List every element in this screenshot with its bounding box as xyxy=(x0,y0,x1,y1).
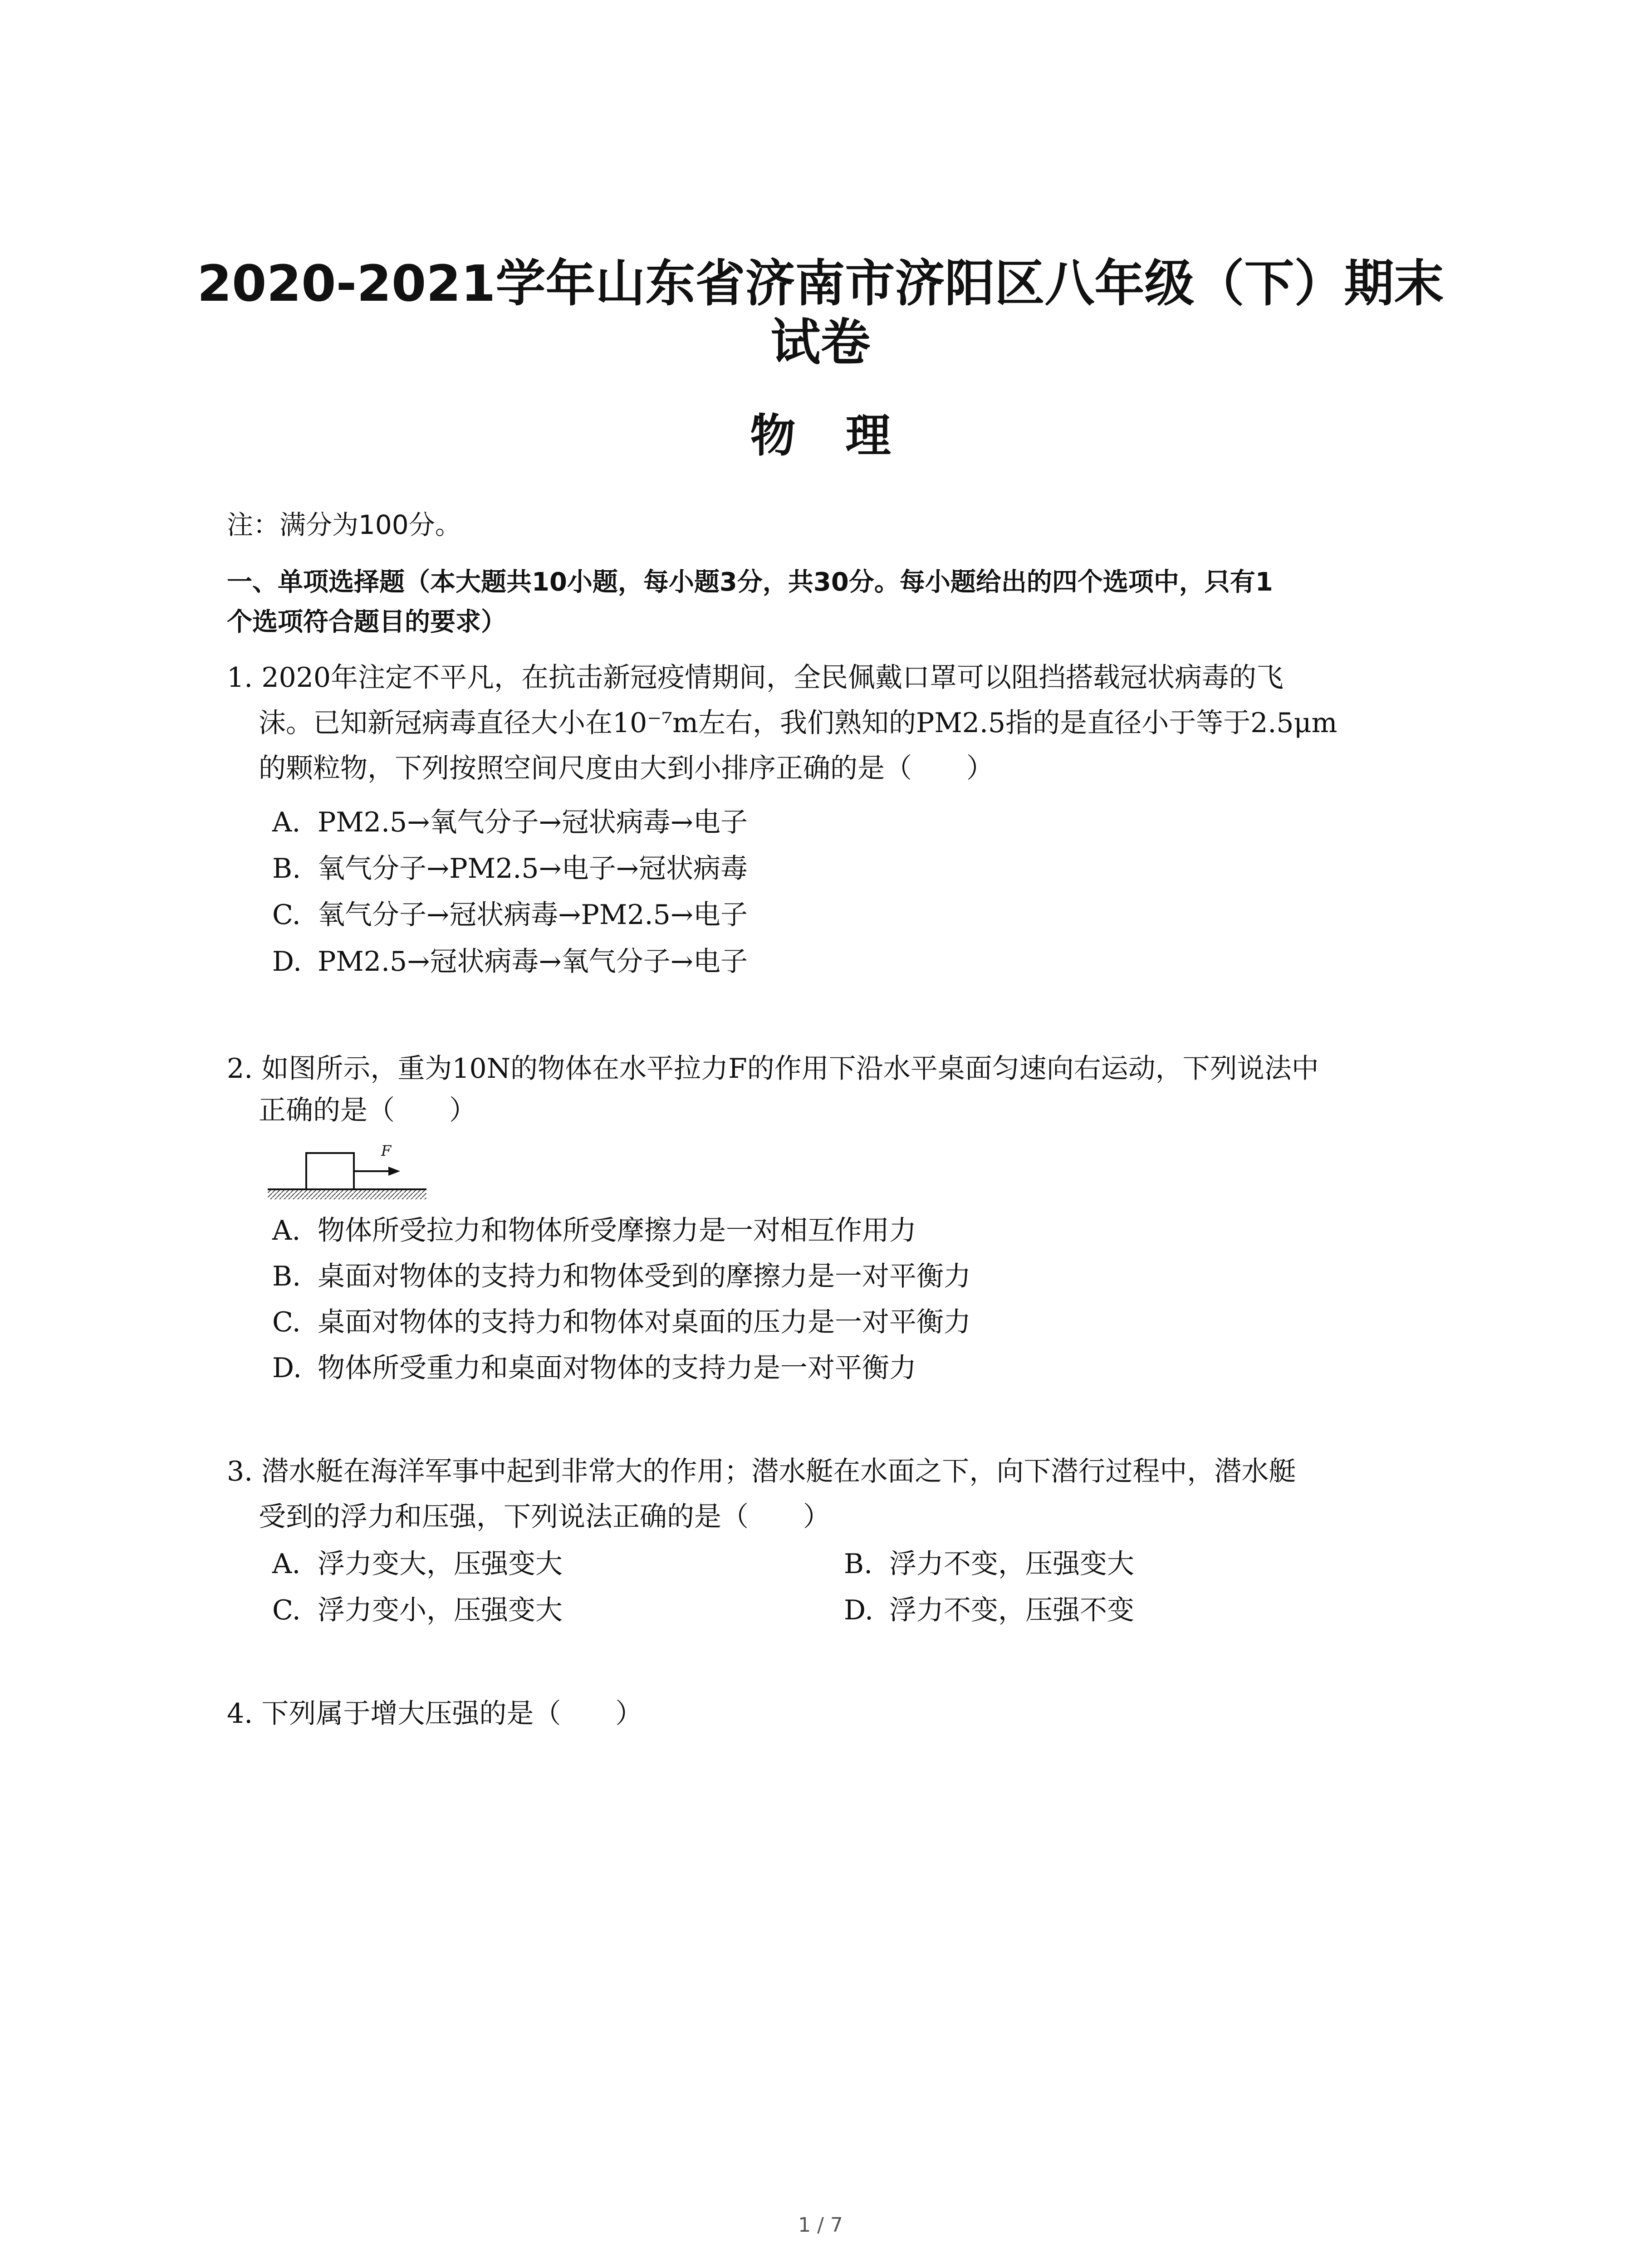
option-label: B. xyxy=(272,853,301,885)
option-a[interactable] xyxy=(272,1542,563,1581)
option-label: A. xyxy=(272,807,301,838)
option-label: C. xyxy=(272,1306,301,1338)
option-label: D. xyxy=(272,946,302,978)
question-text: 正确的是（ ） xyxy=(259,1095,476,1126)
force-label: F xyxy=(381,1142,392,1159)
option-a[interactable] xyxy=(272,801,748,840)
question-text: 沫。已知新冠病毒直径大小在10⁻⁷m左右，我们熟知的PM2.5指的是直径小于等于2.5μm xyxy=(259,707,1337,739)
section-heading: 一、单项选择题（本大题共10小题，每小题3分，共30分。每小题给出的四个选项中，只有1 xyxy=(227,567,1273,597)
option-d[interactable] xyxy=(272,940,748,979)
option-text: 浮力不变，压强变大 xyxy=(889,1548,1134,1580)
option-text: PM2.5→冠状病毒→氧气分子→电子 xyxy=(318,946,748,978)
score-note: 注：满分为100分。 xyxy=(227,509,461,540)
option-a[interactable] xyxy=(272,1209,916,1248)
subject-heading: 物理 xyxy=(750,409,941,462)
option-text: 浮力变小，压强变大 xyxy=(318,1594,563,1626)
question-text: 受到的浮力和压强，下列说法正确的是（ ） xyxy=(259,1501,830,1533)
option-label: A. xyxy=(272,1215,301,1246)
option-b[interactable] xyxy=(272,847,748,886)
section-heading-continued: 个选项符合题目的要求） xyxy=(227,607,506,637)
option-text: 物体所受拉力和物体所受摩擦力是一对相互作用力 xyxy=(318,1215,916,1246)
option-d[interactable] xyxy=(844,1589,1134,1628)
option-text: 桌面对物体的支持力和物体对桌面的压力是一对平衡力 xyxy=(318,1306,971,1338)
arrowhead-icon xyxy=(388,1167,400,1176)
option-text: 物体所受重力和桌面对物体的支持力是一对平衡力 xyxy=(318,1352,916,1384)
block xyxy=(306,1153,354,1189)
page-title-continued: 试卷 xyxy=(770,313,871,371)
option-b[interactable] xyxy=(272,1255,971,1294)
option-text: 氧气分子→冠状病毒→PM2.5→电子 xyxy=(318,899,748,931)
table-surface xyxy=(268,1189,426,1199)
question-text: 3. 潜水艇在海洋军事中起到非常大的作用；潜水艇在水面之下，向下潜行过程中，潜水艇 xyxy=(227,1456,1296,1487)
option-c[interactable] xyxy=(272,1589,563,1628)
option-label: B. xyxy=(272,1261,301,1292)
question-text: 1. 2020年注定不平凡，在抗击新冠疫情期间，全民佩戴口罩可以阻挡搭载冠状病毒的飞 xyxy=(227,662,1284,694)
question-text: 2. 如图所示，重为10N的物体在水平拉力F的作用下沿水平桌面匀速向右运动，下列说法中 xyxy=(227,1053,1319,1085)
option-c[interactable] xyxy=(272,1300,971,1339)
option-label: C. xyxy=(272,1594,301,1626)
option-label: A. xyxy=(272,1548,301,1580)
option-text: 浮力不变，压强不变 xyxy=(889,1594,1134,1626)
option-text: 浮力变大，压强变大 xyxy=(318,1548,563,1580)
option-c[interactable] xyxy=(272,893,748,932)
option-text: 桌面对物体的支持力和物体受到的摩擦力是一对平衡力 xyxy=(318,1261,971,1292)
page-title: 2020-2021学年山东省济南市济阳区八年级（下）期末 xyxy=(197,254,1444,313)
option-label: D. xyxy=(272,1352,302,1384)
option-d[interactable] xyxy=(272,1346,916,1385)
option-b[interactable] xyxy=(844,1542,1134,1581)
question-text: 的颗粒物，下列按照空间尺度由大到小排序正确的是（ ） xyxy=(259,753,994,784)
option-label: D. xyxy=(844,1594,874,1626)
option-label: B. xyxy=(844,1548,873,1580)
force-diagram xyxy=(268,1134,431,1216)
page-number: 1 / 7 xyxy=(798,2214,843,2237)
option-label: C. xyxy=(272,899,301,931)
question-text: 4. 下列属于增大压强的是（ ） xyxy=(227,1698,643,1730)
option-text: 氧气分子→PM2.5→电子→冠状病毒 xyxy=(318,853,748,885)
option-text: PM2.5→氧气分子→冠状病毒→电子 xyxy=(318,807,748,838)
